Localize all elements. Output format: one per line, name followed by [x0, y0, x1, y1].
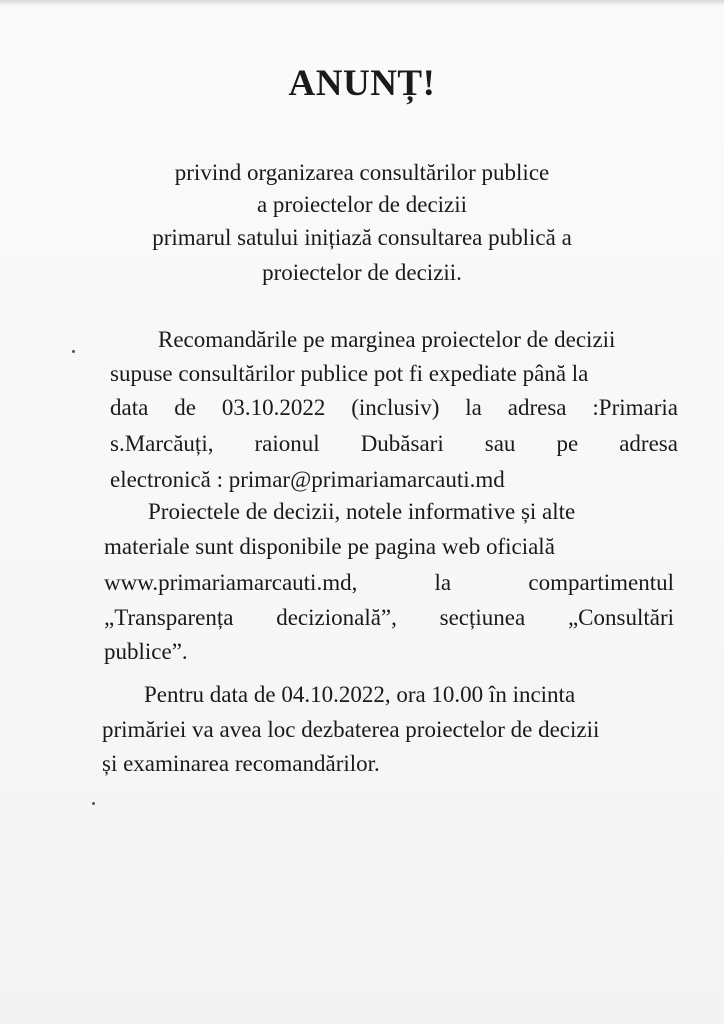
- word: sau: [484, 431, 516, 456]
- paragraph-3-line-3: și examinarea recomandărilor.: [102, 751, 380, 776]
- word: (inclusiv): [351, 395, 440, 420]
- paragraph-2-line-4: [104, 606, 674, 629]
- word: Dubăsari: [360, 431, 444, 456]
- word: data: [110, 395, 149, 420]
- word: la: [434, 570, 452, 595]
- word: la: [465, 395, 482, 420]
- paragraph-2-line-1: Proiectele de decizii, notele informative și alte: [148, 499, 576, 524]
- word: raionul: [254, 431, 320, 456]
- page-top-edge: [0, 0, 724, 6]
- word: 03.10.2022: [221, 395, 326, 420]
- paragraph-1-line-4: [110, 432, 678, 455]
- subtitle-line-1: privind organizarea consultărilor publice: [174, 160, 550, 185]
- notice-title: ANUNȚ!: [288, 63, 436, 104]
- word: decizională”,: [276, 605, 397, 630]
- paragraph-1-line-5: electronică : primar@primariamarcauti.md: [110, 467, 505, 492]
- subtitle-line-4: proiectelor de decizii.: [262, 260, 462, 285]
- word: s.Marcăuți,: [110, 431, 214, 456]
- paragraph-3-line-2: primăriei va avea loc dezbaterea proiectelor de decizii: [102, 717, 600, 742]
- word: „Consultări: [567, 605, 674, 630]
- paragraph-1-line-2: supuse consultărilor publice pot fi expediate până la: [110, 361, 589, 386]
- word: :Primaria: [592, 395, 678, 420]
- word: pe: [556, 431, 579, 456]
- paragraph-2-line-2: materiale sunt disponibile pe pagina web oficială: [104, 534, 555, 559]
- word: adresa: [507, 395, 567, 420]
- word: www.primariamarcauti.md,: [104, 570, 358, 595]
- paragraph-1-line-3: [110, 396, 678, 419]
- paragraph-3-line-1: Pentru data de 04.10.2022, ora 10.00 în incinta: [144, 682, 576, 707]
- subtitle-line-2: a proiectelor de decizii: [256, 192, 468, 217]
- word: compartimentul: [528, 570, 674, 595]
- word: secțiunea: [439, 605, 526, 630]
- word: de: [174, 395, 196, 420]
- paragraph-1-line-1: Recomandările pe marginea proiectelor de decizii: [158, 327, 616, 352]
- paragraph-2-line-3: [104, 571, 674, 594]
- subtitle-line-3: primarul satului inițiază consultarea publică a: [152, 225, 572, 250]
- scan-speck: [92, 802, 95, 805]
- word: „Transparența: [104, 605, 234, 630]
- paragraph-2-line-5: publice”.: [104, 639, 188, 664]
- word: adresa: [619, 431, 678, 456]
- scan-speck: [72, 350, 75, 353]
